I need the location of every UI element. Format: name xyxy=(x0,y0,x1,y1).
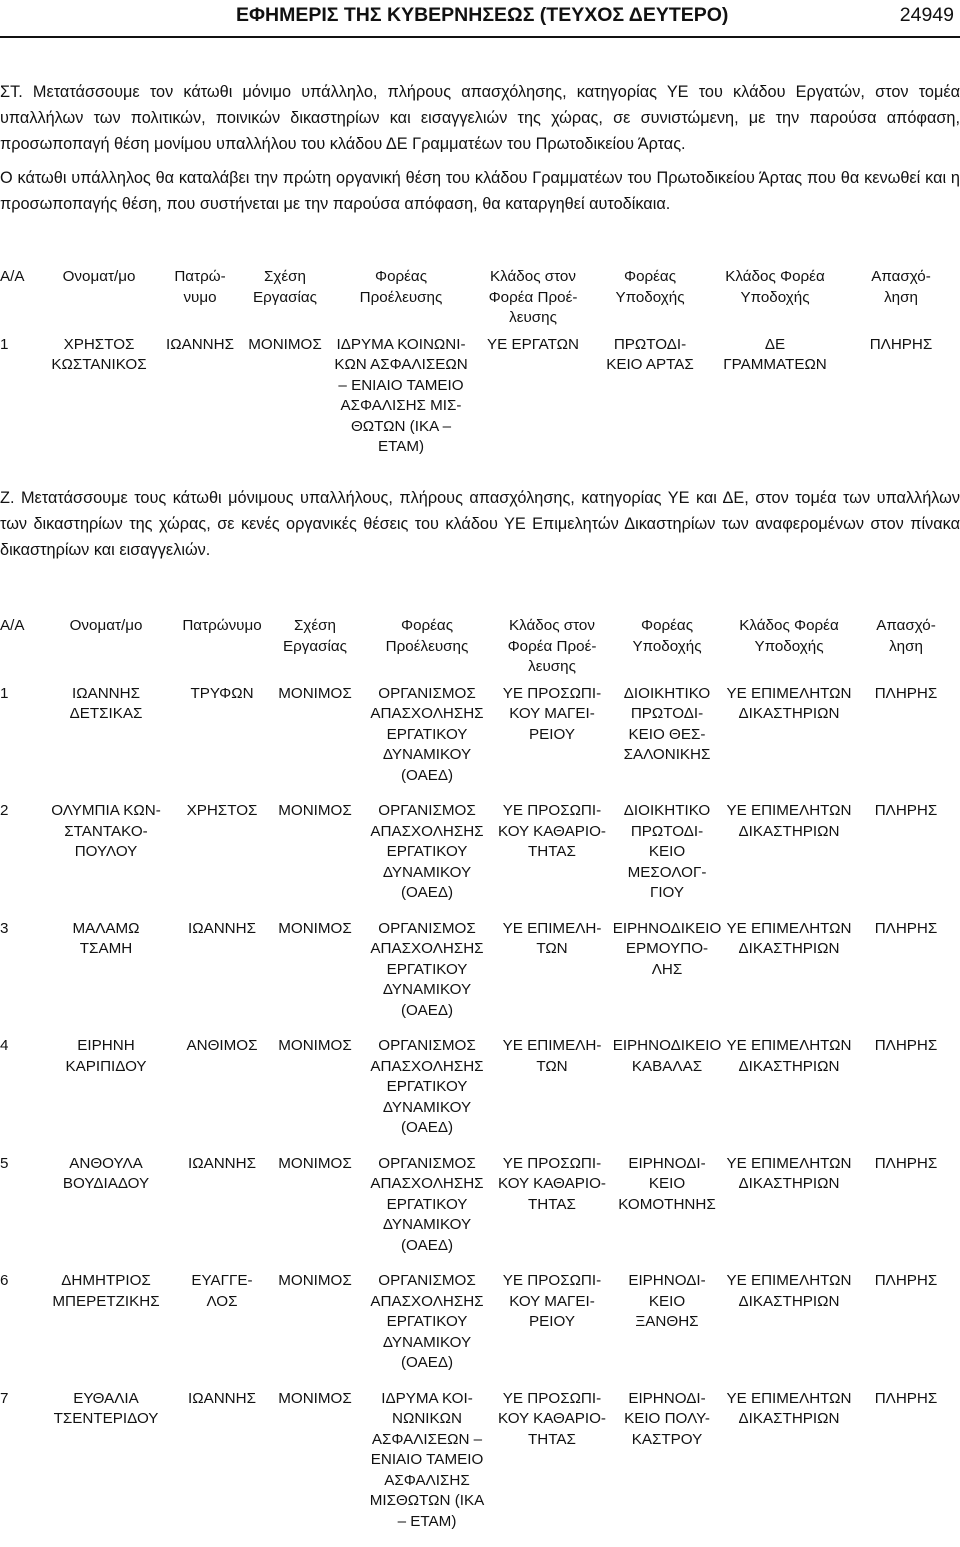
table-row xyxy=(0,1389,960,1547)
cell-name: ΜΑΛΑΜΩ ΤΣΑΜΗ xyxy=(40,919,172,1037)
table-row xyxy=(0,684,960,802)
cell-name: ΕΙΡΗΝΗ ΚΑΡΙΠΙΔΟΥ xyxy=(40,1036,172,1154)
cell-origin-agency: ΟΡΓΑΝΙΣΜΟΣ ΑΠΑΣΧΟΛΗΣΗΣ ΕΡΓΑΤΙΚΟΥ ΔΥΝΑΜΙΚΟΥ (ΟΑΕΔ) xyxy=(358,1036,496,1154)
table-header-row xyxy=(0,616,960,684)
cell-receiving-agency: ΔΙΟΙΚΗΤΙΚΟ ΠΡΩΤΟΔΙ- ΚΕΙΟ ΘΕΣ- ΣΑΛΟΝΙΚΗΣ xyxy=(608,684,726,802)
table-row xyxy=(0,1036,960,1154)
cell-receiving-agency: ΕΙΡΗΝΟΔΙ- ΚΕΙΟ ΠΟΛΥ- ΚΑΣΤΡΟΥ xyxy=(608,1389,726,1547)
cell-origin-branch: ΥΕ ΕΡΓΑΤΩΝ xyxy=(474,335,592,458)
header-receiving-branch: Κλάδος Φορέα Υποδοχής xyxy=(726,616,852,684)
cell-receiving-agency: ΕΙΡΗΝΟΔΙΚΕΙΟ ΕΡΜΟΥΠΟ- ΛΗΣ xyxy=(608,919,726,1037)
cell-aa: 3 xyxy=(0,919,40,1037)
cell-origin-agency: ΟΡΓΑΝΙΣΜΟΣ ΑΠΑΣΧΟΛΗΣΗΣ ΕΡΓΑΤΙΚΟΥ ΔΥΝΑΜΙΚΟΥ (ΟΑΕΔ) xyxy=(358,1154,496,1272)
cell-employment-type: ΠΛΗΡΗΣ xyxy=(852,1154,960,1272)
table-row xyxy=(0,1154,960,1272)
header-origin-agency: Φορέας Προέλευσης xyxy=(358,616,496,684)
cell-employment-relation: ΜΟΝΙΜΟΣ xyxy=(272,1154,358,1272)
cell-employment-relation: ΜΟΝΙΜΟΣ xyxy=(272,801,358,919)
paragraph-st-note: Ο κάτωθι υπάλληλος θα καταλάβει την πρώτη οργανική θέση του κλάδου Γραμματέων του Πρωτοδικείου Άρτας που θα κενωθεί και η προσωποπαγής θέση, που συστήνεται με την παρούσα απόφαση, θα καταργηθεί αυτοδίκαια. xyxy=(0,165,960,217)
cell-aa: 1 xyxy=(0,684,40,802)
transfer-table-z xyxy=(0,616,960,1547)
header-employment-type: Απασχό- ληση xyxy=(852,616,960,684)
table-header-row xyxy=(0,267,960,335)
header-employment-relation: Σχέση Εργασίας xyxy=(242,267,328,335)
page-header xyxy=(0,4,960,30)
header-receiving-agency: Φορέας Υποδοχής xyxy=(608,616,726,684)
table-row xyxy=(0,1271,960,1389)
header-origin-branch: Κλάδος στον Φορέα Προέ- λευσης xyxy=(496,616,608,684)
cell-origin-branch: ΥΕ ΠΡΟΣΩΠΙ- ΚΟΥ ΚΑΘΑΡΙΟ- ΤΗΤΑΣ xyxy=(496,1154,608,1272)
cell-fathers-name: ΕΥΑΓΓΕ- ΛΟΣ xyxy=(172,1271,272,1389)
cell-origin-agency: ΙΔΡΥΜΑ ΚΟΙΝΩΝΙ- ΚΩΝ ΑΣΦΑΛΙΣΕΩΝ – ΕΝΙΑΙΟ ΤΑΜΕΙΟ ΑΣΦΑΛΙΣΗΣ ΜΙΣ- ΘΩΤΩΝ (ΙΚΑ – ΕΤΑΜ) xyxy=(328,335,474,458)
paragraph-st-intro: ΣΤ. Μετατάσσουμε τον κάτωθι μόνιμο υπάλληλο, πλήρους απασχόλησης, κατηγορίας ΥΕ του κλάδου Εργατών, στον τομέα υπαλλήλων των πολιτικών, ποινικών δικαστηρίων και εισαγγελιών της χώρας, σε συνιστώμενη, με την παρούσα απόφαση, προσωποπαγή θέση μονίμου υπαλλήλου του κλάδου ΔΕ Γραμματέων του Πρωτοδικείου Άρτας. xyxy=(0,79,960,157)
paragraph-z-intro: Ζ. Μετατάσσουμε τους κάτωθι μόνιμους υπαλλήλους, πλήρους απασχόλησης, κατηγορίας ΥΕ και ΔΕ, στον τομέα των υπαλλήλων των δικαστηρίων της χώρας, σε κενές οργανικές θέσεις του κλάδου ΥΕ Επιμελητών Δικαστηρίων των αναφερομένων στον πίνακα δικαστηρίων και εισαγγελιών. xyxy=(0,485,960,563)
header-fathers-name: Πατρώ- νυμο xyxy=(158,267,242,335)
cell-aa: 1 xyxy=(0,335,40,458)
cell-name: ΧΡΗΣΤΟΣ ΚΩΣΤΑΝΙΚΟΣ xyxy=(40,335,158,458)
cell-employment-type: ΠΛΗΡΗΣ xyxy=(852,919,960,1037)
table-row xyxy=(0,919,960,1037)
cell-aa: 6 xyxy=(0,1271,40,1389)
cell-origin-branch: ΥΕ ΠΡΟΣΩΠΙ- ΚΟΥ ΜΑΓΕΙ- ΡΕΙΟΥ xyxy=(496,1271,608,1389)
cell-employment-type: ΠΛΗΡΗΣ xyxy=(852,801,960,919)
cell-fathers-name: ΙΩΑΝΝΗΣ xyxy=(158,335,242,458)
cell-receiving-branch: ΥΕ ΕΠΙΜΕΛΗΤΩΝ ΔΙΚΑΣΤΗΡΙΩΝ xyxy=(726,801,852,919)
cell-fathers-name: ΧΡΗΣΤΟΣ xyxy=(172,801,272,919)
cell-receiving-branch: ΥΕ ΕΠΙΜΕΛΗΤΩΝ ΔΙΚΑΣΤΗΡΙΩΝ xyxy=(726,684,852,802)
cell-receiving-agency: ΕΙΡΗΝΟΔΙ- ΚΕΙΟ ΚΟΜΟΤΗΝΗΣ xyxy=(608,1154,726,1272)
cell-origin-branch: ΥΕ ΠΡΟΣΩΠΙ- ΚΟΥ ΚΑΘΑΡΙΟ- ΤΗΤΑΣ xyxy=(496,801,608,919)
cell-name: ΟΛΥΜΠΙΑ ΚΩΝ- ΣΤΑΝΤΑΚΟ- ΠΟΥΛΟΥ xyxy=(40,801,172,919)
cell-employment-relation: ΜΟΝΙΜΟΣ xyxy=(272,1389,358,1547)
table-row xyxy=(0,335,960,458)
cell-aa: 4 xyxy=(0,1036,40,1154)
cell-fathers-name: ΤΡΥΦΩΝ xyxy=(172,684,272,802)
cell-receiving-branch: ΔΕ ΓΡΑΜΜΑΤΕΩΝ xyxy=(708,335,842,458)
cell-name: ΑΝΘΟΥΛΑ ΒΟΥΔΙΑΔΟΥ xyxy=(40,1154,172,1272)
cell-origin-agency: ΟΡΓΑΝΙΣΜΟΣ ΑΠΑΣΧΟΛΗΣΗΣ ΕΡΓΑΤΙΚΟΥ ΔΥΝΑΜΙΚΟΥ (ΟΑΕΔ) xyxy=(358,801,496,919)
cell-fathers-name: ΑΝΘΙΜΟΣ xyxy=(172,1036,272,1154)
cell-origin-branch: ΥΕ ΠΡΟΣΩΠΙ- ΚΟΥ ΚΑΘΑΡΙΟ- ΤΗΤΑΣ xyxy=(496,1389,608,1547)
header-divider xyxy=(0,36,960,38)
cell-employment-type: ΠΛΗΡΗΣ xyxy=(852,684,960,802)
header-employment-type: Απασχό- ληση xyxy=(842,267,960,335)
cell-employment-type: ΠΛΗΡΗΣ xyxy=(842,335,960,458)
cell-aa: 2 xyxy=(0,801,40,919)
cell-origin-agency: ΟΡΓΑΝΙΣΜΟΣ ΑΠΑΣΧΟΛΗΣΗΣ ΕΡΓΑΤΙΚΟΥ ΔΥΝΑΜΙΚΟΥ (ΟΑΕΔ) xyxy=(358,919,496,1037)
header-aa: Α/Α xyxy=(0,267,40,335)
cell-employment-type: ΠΛΗΡΗΣ xyxy=(852,1271,960,1389)
cell-fathers-name: ΙΩΑΝΝΗΣ xyxy=(172,919,272,1037)
cell-origin-agency: ΙΔΡΥΜΑ ΚΟΙ- ΝΩΝΙΚΩΝ ΑΣΦΑΛΙΣΕΩΝ – ΕΝΙΑΙΟ ΤΑΜΕΙΟ ΑΣΦΑΛΙΣΗΣ ΜΙΣΘΩΤΩΝ (ΙΚΑ – ΕΤΑΜ) xyxy=(358,1389,496,1547)
header-aa: Α/Α xyxy=(0,616,40,684)
table-row xyxy=(0,801,960,919)
cell-receiving-branch: ΥΕ ΕΠΙΜΕΛΗΤΩΝ ΔΙΚΑΣΤΗΡΙΩΝ xyxy=(726,1271,852,1389)
cell-name: ΙΩΑΝΝΗΣ ΔΕΤΣΙΚΑΣ xyxy=(40,684,172,802)
header-origin-agency: Φορέας Προέλευσης xyxy=(328,267,474,335)
cell-receiving-branch: ΥΕ ΕΠΙΜΕΛΗΤΩΝ ΔΙΚΑΣΤΗΡΙΩΝ xyxy=(726,1389,852,1547)
cell-aa: 5 xyxy=(0,1154,40,1272)
cell-employment-relation: ΜΟΝΙΜΟΣ xyxy=(272,684,358,802)
cell-receiving-branch: ΥΕ ΕΠΙΜΕΛΗΤΩΝ ΔΙΚΑΣΤΗΡΙΩΝ xyxy=(726,1154,852,1272)
cell-employment-relation: ΜΟΝΙΜΟΣ xyxy=(242,335,328,458)
cell-receiving-branch: ΥΕ ΕΠΙΜΕΛΗΤΩΝ ΔΙΚΑΣΤΗΡΙΩΝ xyxy=(726,1036,852,1154)
cell-origin-branch: ΥΕ ΕΠΙΜΕΛΗ- ΤΩΝ xyxy=(496,1036,608,1154)
cell-receiving-branch: ΥΕ ΕΠΙΜΕΛΗΤΩΝ ΔΙΚΑΣΤΗΡΙΩΝ xyxy=(726,919,852,1037)
cell-fathers-name: ΙΩΑΝΝΗΣ xyxy=(172,1389,272,1547)
header-name: Ονοματ/μο xyxy=(40,616,172,684)
header-origin-branch: Κλάδος στον Φορέα Προέ- λευσης xyxy=(474,267,592,335)
header-employment-relation: Σχέση Εργασίας xyxy=(272,616,358,684)
transfer-table-st xyxy=(0,267,960,458)
header-name: Ονοματ/μο xyxy=(40,267,158,335)
header-receiving-branch: Κλάδος Φορέα Υποδοχής xyxy=(708,267,842,335)
cell-origin-branch: ΥΕ ΕΠΙΜΕΛΗ- ΤΩΝ xyxy=(496,919,608,1037)
cell-origin-agency: ΟΡΓΑΝΙΣΜΟΣ ΑΠΑΣΧΟΛΗΣΗΣ ΕΡΓΑΤΙΚΟΥ ΔΥΝΑΜΙΚΟΥ (ΟΑΕΔ) xyxy=(358,684,496,802)
cell-name: ΔΗΜΗΤΡΙΟΣ ΜΠΕΡΕΤΖΙΚΗΣ xyxy=(40,1271,172,1389)
header-fathers-name: Πατρώνυμο xyxy=(172,616,272,684)
cell-receiving-agency: ΠΡΩΤΟΔΙ- ΚΕΙΟ ΑΡΤΑΣ xyxy=(592,335,708,458)
cell-receiving-agency: ΕΙΡΗΝΟΔΙ- ΚΕΙΟ ΞΑΝΘΗΣ xyxy=(608,1271,726,1389)
cell-receiving-agency: ΕΙΡΗΝΟΔΙΚΕΙΟ ΚΑΒΑΛΑΣ xyxy=(608,1036,726,1154)
cell-fathers-name: ΙΩΑΝΝΗΣ xyxy=(172,1154,272,1272)
header-receiving-agency: Φορέας Υποδοχής xyxy=(592,267,708,335)
cell-employment-type: ΠΛΗΡΗΣ xyxy=(852,1389,960,1547)
cell-name: ΕΥΘΑΛΙΑ ΤΣΕΝΤΕΡΙΔΟΥ xyxy=(40,1389,172,1547)
cell-employment-relation: ΜΟΝΙΜΟΣ xyxy=(272,1271,358,1389)
cell-employment-relation: ΜΟΝΙΜΟΣ xyxy=(272,919,358,1037)
cell-origin-branch: ΥΕ ΠΡΟΣΩΠΙ- ΚΟΥ ΜΑΓΕΙ- ΡΕΙΟΥ xyxy=(496,684,608,802)
page-number: 24949 xyxy=(900,4,954,27)
cell-origin-agency: ΟΡΓΑΝΙΣΜΟΣ ΑΠΑΣΧΟΛΗΣΗΣ ΕΡΓΑΤΙΚΟΥ ΔΥΝΑΜΙΚΟΥ (ΟΑΕΔ) xyxy=(358,1271,496,1389)
cell-receiving-agency: ΔΙΟΙΚΗΤΙΚΟ ΠΡΩΤΟΔΙ- ΚΕΙΟ ΜΕΣΟΛΟΓ- ΓΙΟΥ xyxy=(608,801,726,919)
cell-aa: 7 xyxy=(0,1389,40,1547)
cell-employment-relation: ΜΟΝΙΜΟΣ xyxy=(272,1036,358,1154)
cell-employment-type: ΠΛΗΡΗΣ xyxy=(852,1036,960,1154)
gazette-title: ΕΦΗΜΕΡΙΣ ΤΗΣ ΚΥΒΕΡΝΗΣΕΩΣ (ΤΕΥΧΟΣ ΔΕΥΤΕΡΟ) xyxy=(236,4,728,27)
